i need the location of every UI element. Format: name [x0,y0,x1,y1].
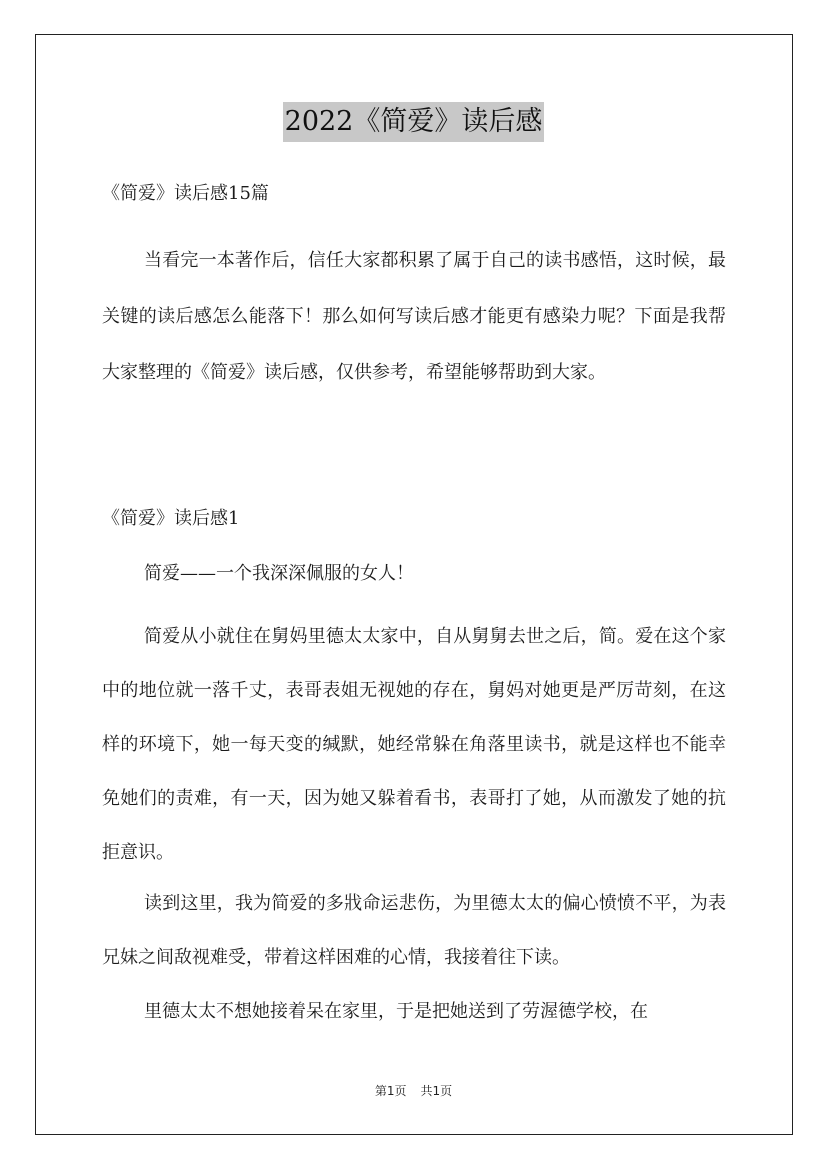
document-title: 2022《简爱》读后感 [283,102,545,142]
intro-paragraph: 当看完一本著作后，信任大家都积累了属于自己的读书感悟，这时候，最关键的读后感怎么能落下！那么如何写读后感才能更有感染力呢？下面是我帮大家整理的《简爱》读后感，仅供参考，希望能够帮助到大家。 [102,250,726,383]
page-number: 第1页 [374,1084,407,1098]
page-total: 共1页 [420,1084,453,1098]
quote-line: 简爱——一个我深深佩服的女人！ [144,563,414,584]
document-subtitle: 《简爱》读后感15篇 [102,183,269,204]
body-paragraph-3: 里德太太不想她接着呆在家里，于是把她送到了劳渥德学校，在 [144,1001,648,1022]
body-paragraph-2: 读到这里，我为简爱的多戕命运悲伤，为里德太太的偏心愤愤不平，为表兄妹之间敌视难受，带着这样困难的心情，我接着往下读。 [102,893,726,968]
section-heading: 《简爱》读后感1 [102,508,240,529]
page-footer [0,1082,827,1099]
body-paragraph-1: 简爱从小就住在舅妈里德太太家中，自从舅舅去世之后，简。爱在这个家中的地位就一落千丈，表哥表姐无视她的存在，舅妈对她更是严厉苛刻，在这样的环境下，她一每天变的缄默，她经常躲在角落里读书，就是这样也不能幸免她们的责难，有一天，因为她又躲着看书，表哥打了她，从而激发了她的抗拒意识。 [102,626,726,863]
title-container [0,102,827,142]
